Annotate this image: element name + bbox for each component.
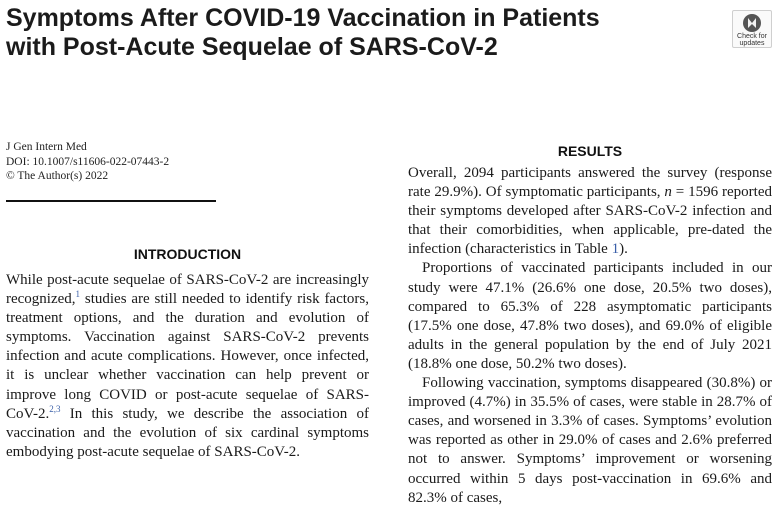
intro-text-3: In this study, we describe the association of vaccination and the evolution of six cardinal symptoms embodying post-acute sequelae of SARS-CoV-2. — [6, 405, 369, 460]
copyright: © The Author(s) 2022 — [6, 170, 109, 182]
divider — [6, 200, 216, 202]
results-n-symbol: n — [664, 184, 672, 201]
journal-name: J Gen Intern Med — [6, 141, 87, 153]
introduction-body — [6, 271, 369, 462]
citation-ref-2-3[interactable]: 2,3 — [49, 403, 61, 414]
introduction-paragraph — [6, 271, 369, 462]
results-text-1c: ). — [619, 241, 628, 258]
crossmark-icon — [741, 13, 763, 33]
citation-ref-1[interactable]: 1 — [75, 289, 81, 300]
results-paragraph-1 — [408, 164, 772, 259]
badge-label-line2: updates — [739, 40, 765, 47]
intro-text-2: studies are still needed to identify risk factors, treatment options, and the duration and evolution of symptoms. Vaccination against SARS-CoV-2 prevents infection and acute complications. However, once infected, it is unclear whether vaccination can help prevent or improve long COVID or post-acute sequelae of SARS-CoV-2. — [6, 291, 369, 422]
check-for-updates-badge[interactable] — [732, 10, 772, 48]
results-text-1b: = 1596 reported their symptoms developed after SARS-CoV-2 infection and that their comorbidities, when applicable, pre-dated the infection (characteristics in Table — [408, 184, 772, 258]
article-meta — [6, 140, 266, 184]
section-heading-results: RESULTS — [557, 143, 623, 159]
section-heading-introduction: INTRODUCTION — [133, 246, 242, 262]
table-link[interactable]: 1 — [611, 241, 620, 258]
doi[interactable]: DOI: 10.1007/s11606-022-07443-2 — [6, 155, 170, 168]
badge-label-line1: Check for — [737, 33, 767, 40]
results-paragraph-3: Following vaccination, symptoms disappeared (30.8%) or improved (4.7%) in 35.5% of cases, were stable in 28.7% of cases, and worsened in 3.3% of cases. Symptoms’ evolution was reported as other in 29.0% of cases and 2.6% preferred not to answer. Symptoms’ improvement or worsening occurred within 5 days post-vaccination in 69.6% and 82.3% of cases, — [408, 375, 772, 506]
results-body — [408, 164, 772, 508]
intro-text-1: While post-acute sequelae of SARS-CoV-2 are increasingly recognized, — [6, 272, 369, 308]
results-text-1a: Overall, 2094 participants answered the survey (response rate 29.9%). Of symptomatic participants, — [408, 165, 772, 201]
article-title: Symptoms After COVID-19 Vaccination in Patients with Post-Acute Sequelae of SARS-CoV-2 — [6, 4, 600, 61]
results-paragraph-2: Proportions of vaccinated participants included in our study were 47.1% (26.6% one dose, 20.5% two doses), compared to 65.3% of 228 asymptomatic participants (17.5% one dose, 47.8% two doses), and 69.0% of eligible adults in the general population by the end of July 2021 (18.8% one dose, 50.2% two doses). — [408, 260, 772, 372]
